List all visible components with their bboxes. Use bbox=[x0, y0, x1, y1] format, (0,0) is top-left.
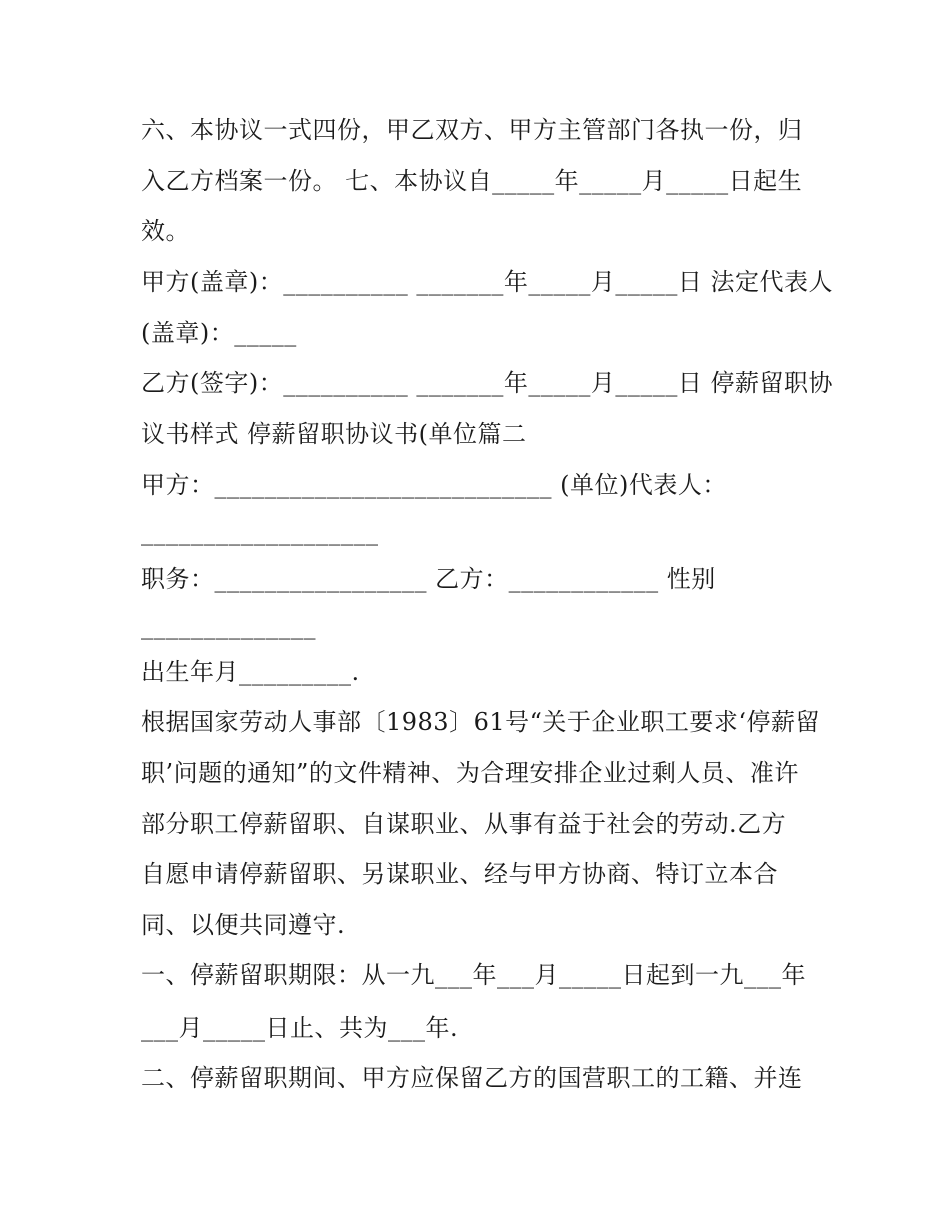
text-line-14: 职’问题的通知”的文件精神、为合理安排企业过剩人员、准许 bbox=[141, 759, 799, 787]
text-line-5: (盖章)：_____ bbox=[141, 319, 297, 347]
text-line-7: 议书样式 停薪留职协议书(单位篇二 bbox=[141, 420, 527, 448]
text-line-12: 出生年月_________. bbox=[141, 658, 360, 686]
text-line-17: 同、以便共同遵守. bbox=[141, 911, 346, 939]
text-line-18: 一、停薪留职期限：从一九___年___月_____日起到一九___年 bbox=[141, 961, 806, 989]
text-line-11: ______________ bbox=[141, 612, 316, 640]
text-line-16: 自愿申请停薪留职、另谋职业、经与甲方协商、特订立本合 bbox=[141, 860, 778, 888]
text-line-13: 根据国家劳动人事部〔1983〕61号“关于企业职工要求‘停薪留 bbox=[141, 708, 821, 736]
text-line-20: 二、停薪留职期间、甲方应保留乙方的国营职工的工籍、并连 bbox=[141, 1064, 803, 1092]
text-line-1: 六、本协议一式四份，甲乙双方、甲方主管部门各执一份，归 bbox=[141, 116, 803, 144]
text-line-8: 甲方：___________________________ (单位)代表人： bbox=[141, 471, 727, 499]
text-line-19: ___月_____日止、共为___年. bbox=[141, 1014, 459, 1042]
text-line-4: 甲方(盖章)：__________ _______年_____月_____日 法定代表人 bbox=[141, 268, 833, 296]
text-line-6: 乙方(签字)：__________ _______年_____月_____日 停薪留职协 bbox=[141, 369, 833, 397]
text-line-10: 职务：_________________ 乙方：____________ 性别 bbox=[141, 565, 716, 593]
text-line-9: ___________________ bbox=[141, 518, 379, 546]
text-line-3: 效。 bbox=[141, 217, 190, 245]
text-line-15: 部分职工停薪留职、自谋职业、从事有益于社会的劳动.乙方 bbox=[141, 810, 787, 838]
text-line-2: 入乙方档案一份。 七、本协议自_____年_____月_____日起生 bbox=[141, 167, 803, 195]
